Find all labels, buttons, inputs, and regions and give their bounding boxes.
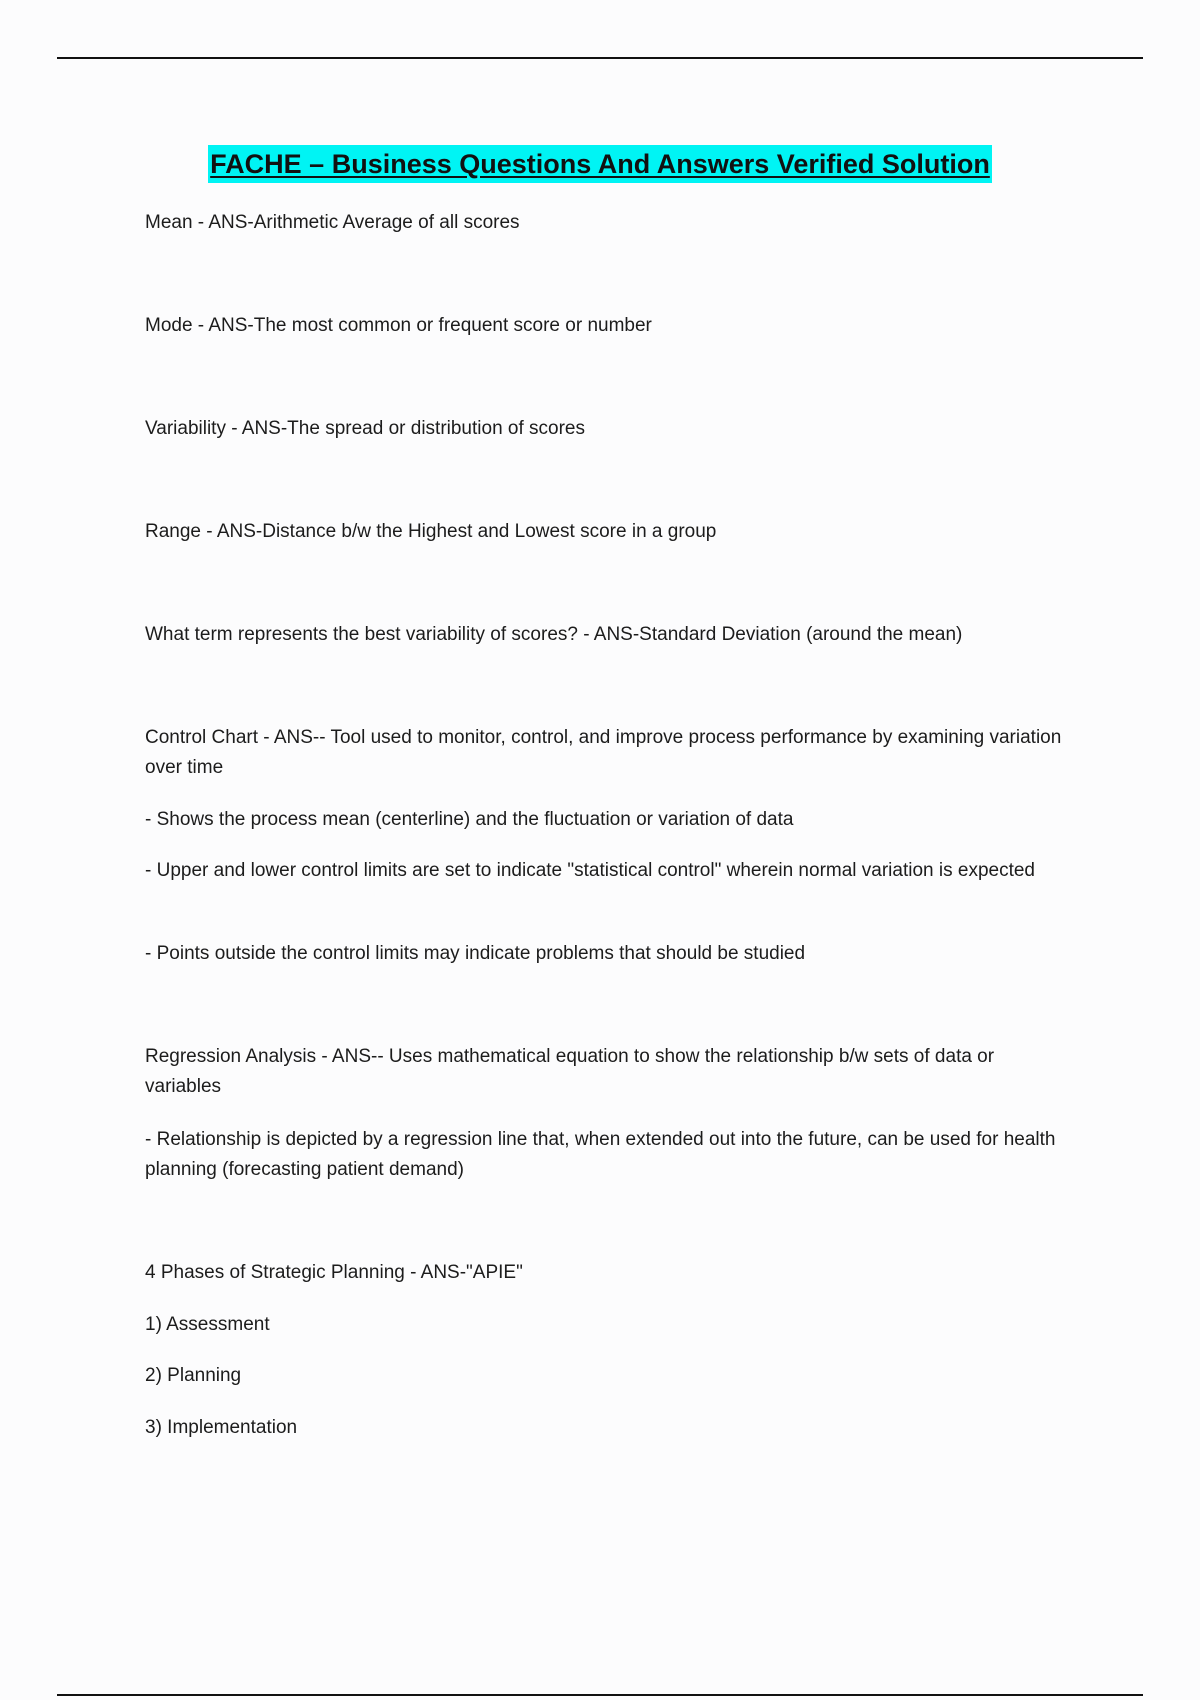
entry-phase-1: 1) Assessment	[145, 1314, 270, 1335]
header-rule	[57, 57, 1143, 59]
footer-rule	[57, 1694, 1143, 1696]
entry-variability: Variability - ANS-The spread or distribution of scores	[145, 418, 585, 439]
entry-mean: Mean - ANS-Arithmetic Average of all scores	[145, 212, 520, 233]
entry-control-chart-bullet-2: - Upper and lower control limits are set to indicate "statistical control" wherein normal variation is expected	[145, 860, 1035, 881]
entry-control-chart-bullet-1: - Shows the process mean (centerline) and the fluctuation or variation of data	[145, 809, 794, 830]
entry-standard-deviation: What term represents the best variability of scores? - ANS-Standard Deviation (around the mean)	[145, 624, 963, 645]
entry-phase-2: 2) Planning	[145, 1365, 242, 1386]
entry-range: Range - ANS-Distance b/w the Highest and Lowest score in a group	[145, 521, 717, 542]
entry-regression-analysis: Regression Analysis - ANS-- Uses mathematical equation to show the relationship b/w sets of data or variables	[145, 1046, 995, 1097]
title-block	[0, 145, 1200, 183]
entry-regression-bullet: - Relationship is depicted by a regression line that, when extended out into the future, can be used for health planning (forecasting patient demand)	[145, 1129, 1056, 1180]
entry-strategic-planning: 4 Phases of Strategic Planning - ANS-"APIE"	[145, 1262, 523, 1283]
page-title: FACHE – Business Questions And Answers Verified Solution	[208, 145, 992, 183]
entry-phase-3: 3) Implementation	[145, 1417, 298, 1438]
entry-mode: Mode - ANS-The most common or frequent score or number	[145, 315, 652, 336]
entry-control-chart-bullet-3: - Points outside the control limits may indicate problems that should be studied	[145, 943, 806, 964]
entry-control-chart: Control Chart - ANS-- Tool used to monitor, control, and improve process performance by examining variation over time	[145, 727, 1062, 778]
